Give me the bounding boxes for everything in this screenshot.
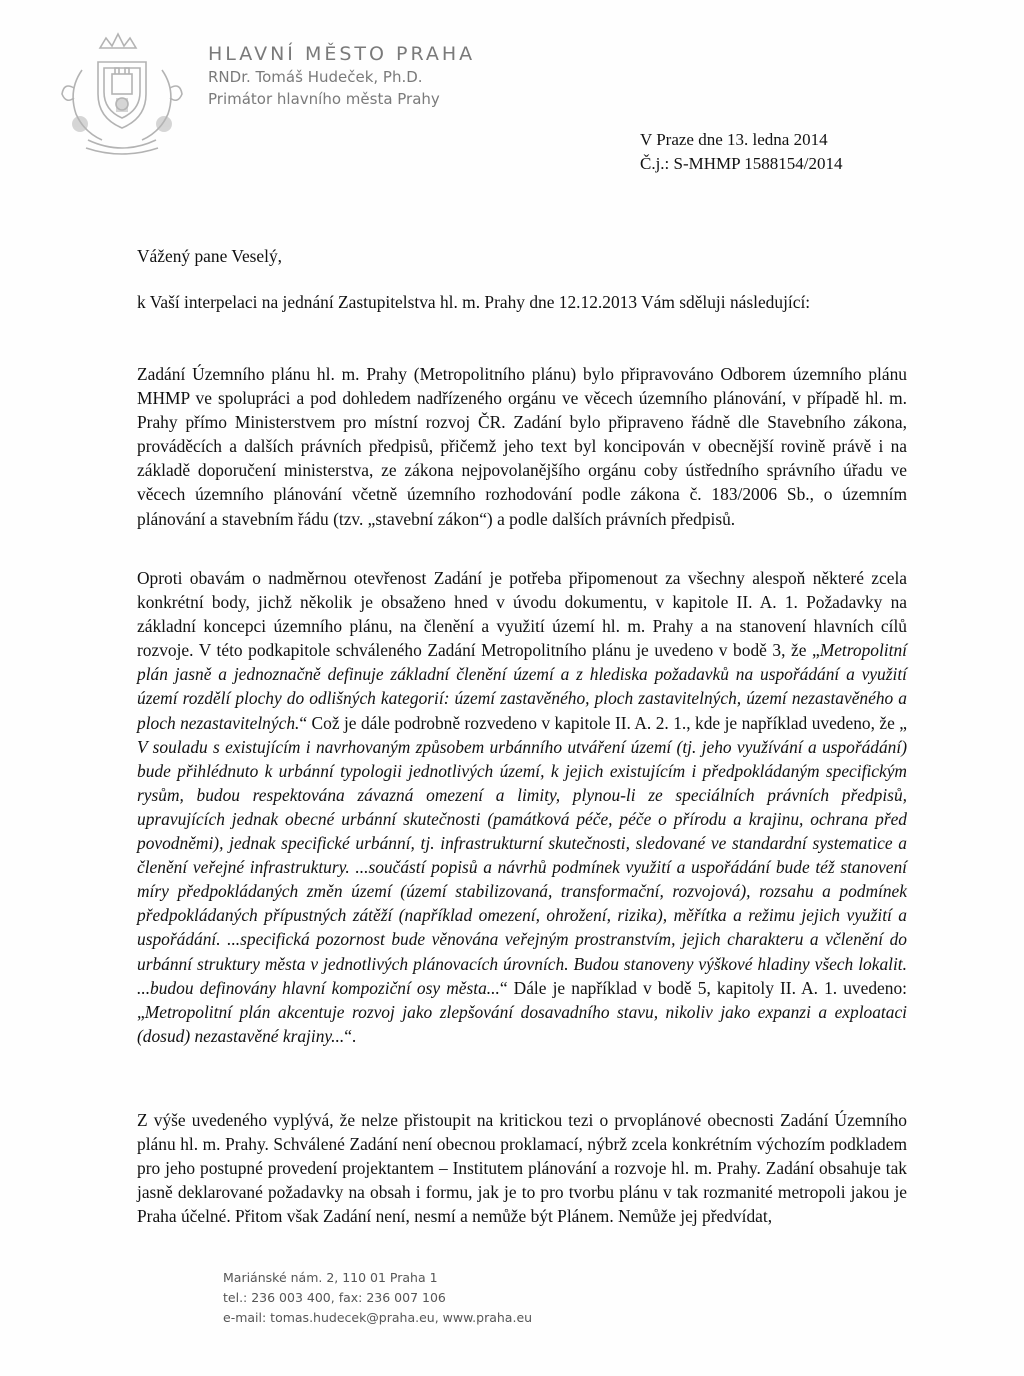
paragraph-concerns-text: [137, 566, 907, 1048]
salutation: Vážený pane Veselý,: [137, 246, 283, 266]
letterhead-title: Primátor hlavního města Prahy: [208, 90, 440, 108]
footer-phone: tel.: 236 003 400, fax: 236 007 106: [223, 1290, 446, 1305]
paragraph-intro-text: k Vaší interpelaci na jednání Zastupitelstva hl. m. Prahy dne 12.12.2013 Vám sděluji následující:: [137, 292, 811, 312]
footer-address: Mariánské nám. 2, 110 01 Praha 1: [223, 1270, 438, 1285]
paragraph-concerns-text-part: “ Dále je například v bodě 5, kapitoly II. A. 1. uvedeno: „: [137, 977, 907, 1022]
quote-definition: Metropolitní plán jasně a jednoznačně definuje základní členění území a z hlediska požadavků na uspořádání a využití území rozdělí plochy do odlišných kategorií: území zastavěného, ploch zastavitelných, území nezastavěného a ploch nezastavitelných.: [137, 640, 907, 733]
reference-number: Č.j.: S-MHMP 1588154/2014: [640, 154, 843, 173]
quote-development: Metropolitní plán akcentuje rozvoj jako zlepšování dosavadního stavu, nikoliv jako expanzi a exploataci (dosud) nezastavěné krajiny...: [137, 1001, 907, 1046]
letterhead-name: RNDr. Tomáš Hudeček, Ph.D.: [208, 68, 423, 86]
paragraph-assignment: [137, 362, 907, 531]
paragraph-assignment-text: Zadání Územního plánu hl. m. Prahy (Metropolitního plánu) bylo připravováno Odborem územního plánu MHMP ve spolupráci a pod dohledem nadřízeného orgánu ve věcech územního plánování, v případě hl. m. Prahy přímo Ministerstvem pro místní rozvoj ČR. Zadání bylo připraveno řádně dle Stavebního zákona, prováděcích a dalších právních předpisů, přičemž jeho text byl koncipován v obecnější rovině právě i na základě doporučení ministerstva, ze zákona nejpovolanějšího orgánu coby ústředního správního úřadu ve věcech územního plánování včetně územního rozhodování podle zákona č. 183/2006 Sb., o územním plánování a stavebním řádu (tzv. „stavební zákon“) a podle dalších právních předpisů.: [137, 364, 907, 529]
paragraph-concerns-text-part: “.: [344, 1025, 357, 1046]
letter-date: V Praze dne 13. ledna 2014: [640, 130, 828, 149]
prague-coat-of-arms-seal: [52, 28, 192, 168]
paragraph-conclusion: [137, 1108, 907, 1228]
letterhead: [208, 42, 475, 110]
quote-urban-structure: V souladu s existujícím i navrhovaným způsobem urbánního utváření území (tj. jeho využívání a uspořádání) bude přihlédnuto k urbánní typologii jednotlivých území, k jejich existujícím i předpokládaným specifickým rysům, budou respektována závazná omezení a limity, plynou-li ze speciálních právních předpisů, upravujících jednak obecné urbánní skutečnosti (památková péče, péče o přírodu a krajinu, ochrana před povodněmi), jednak specifické urbánní, tj. infrastrukturní skutečnosti, sledované ve standardní systematice a členění veřejné infrastruktury. ...součástí popisů a návrhů podmínek využití a uspořádání bude též stanovení míry předpokládaných změn území (území stabilizovaná, transformační, rozvojová), rozsahu a podmínek předpokládaných přípustných zátěží (například omezení, ohrožení, rizika), měřítka a režimu jejich využití a uspořádání. ...specifická pozornost bude věnována veřejným prostranstvím, jejich charakteru a včlenění do urbánní struktury města v jednotlivých plánovacích úrovních. Budou stanoveny výškové hladiny všech lokalit. ...budou definovány hlavní kompoziční osy města...: [137, 736, 907, 998]
paragraph-concerns-text-part: Oproti obavám o nadměrnou otevřenost Zadání je potřeba připomenout za všechny alespoň některé zcela konkrétní body, jichž několik je obsaženo hned v úvodu dokumentu, v kapitole II. A. 1. Požadavky na základní koncepci územního plánu, na členění a využití území hl. m. Prahy a na stanovení hlavních cílů rozvoje. V této podkapitole schváleného Zadání Metropolitního plánu je uvedeno v bodě 3, že „: [137, 568, 907, 661]
date-block: [640, 128, 842, 176]
letterhead-city: HLAVNÍ MĚSTO PRAHA: [208, 43, 476, 65]
footer-email: e-mail: tomas.hudecek@praha.eu, www.praha.eu: [223, 1310, 533, 1325]
paragraph-conclusion-text: Z výše uvedeného vyplývá, že nelze přistoupit na kritickou tezi o prvoplánové obecnosti Zadání Územního plánu hl. m. Prahy. Schválené Zadání není obecnou proklamací, nýbrž zcela konkrétním výchozím podkladem pro jeho postupné provedení projektantem – Institutem plánování a rozvoje hl. m. Prahy. Zadání obsahuje tak jasně deklarované požadavky na obsah i formu, jak je to pro tvorbu plánu v tak rozmanité metropoli jakou je Praha účelné. Přitom však Zadání není, nesmí a nemůže být Plánem. Nemůže jej předvídat,: [137, 1110, 907, 1227]
paragraph-concerns: [137, 566, 907, 1048]
paragraph-intro: [137, 290, 907, 314]
footer-contact: [223, 1268, 532, 1328]
paragraph-concerns-text-part: “ Což je dále podrobně rozvedeno v kapitole II. A. 2. 1., kde je například uvedeno, že „: [299, 712, 907, 733]
